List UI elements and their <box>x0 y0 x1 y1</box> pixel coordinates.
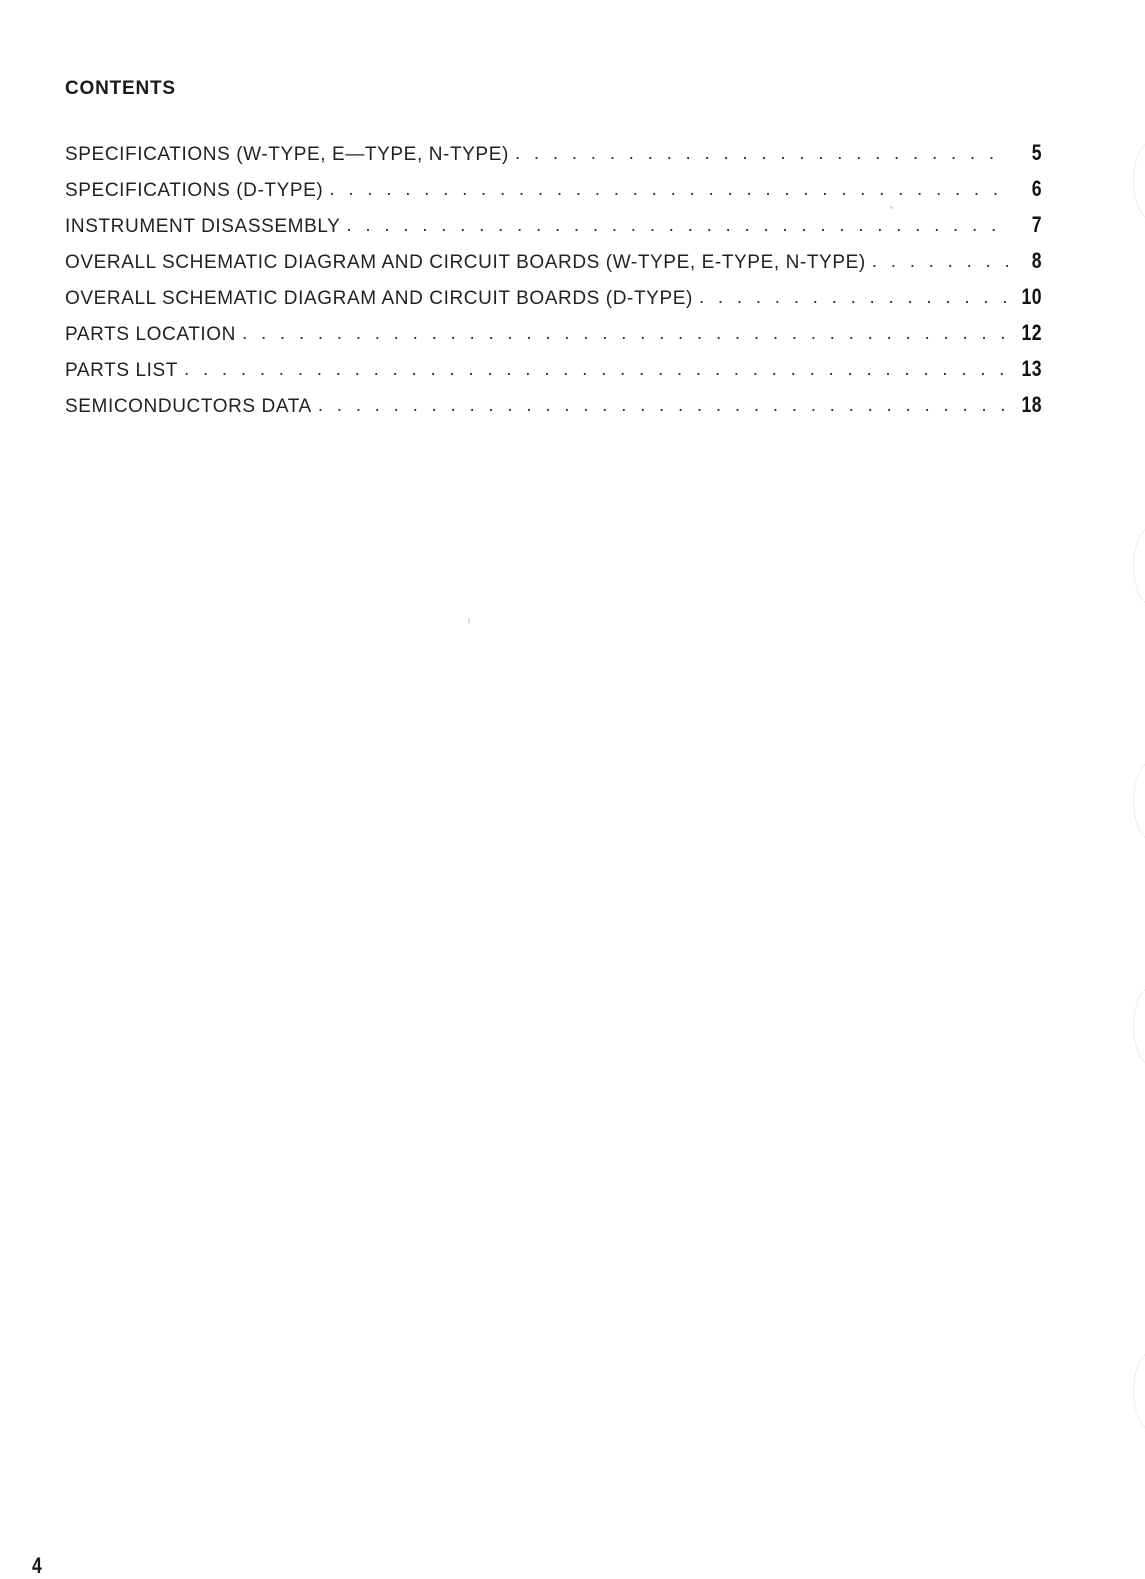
toc-entry-instrument-disassembly[interactable] <box>65 202 1042 238</box>
toc-leader-dots <box>866 251 1008 273</box>
contents-heading: CONTENTS <box>65 78 176 99</box>
toc-leader-dots <box>509 143 1008 165</box>
toc-entry-parts-list[interactable] <box>65 346 1042 382</box>
toc-leader-dots <box>323 179 1008 201</box>
toc-entry-specifications-d[interactable] <box>65 166 1042 202</box>
toc-entry-title: INSTRUMENT DISASSEMBLY <box>65 216 341 237</box>
toc-entry-title: OVERALL SCHEMATIC DIAGRAM AND CIRCUIT BOARDS (D-TYPE) <box>65 288 693 309</box>
toc-entry-title: PARTS LIST <box>65 360 178 381</box>
toc-leader-dots <box>693 287 1008 309</box>
table-of-contents <box>65 130 1042 418</box>
toc-entry-page: 8 <box>1031 248 1042 273</box>
toc-leader-dots <box>312 395 1008 417</box>
page-edge-shadow <box>1133 525 1145 607</box>
toc-entry-semiconductors-data[interactable] <box>65 382 1042 418</box>
page-edge-shadow <box>1133 985 1145 1067</box>
toc-entry-schematic-d[interactable] <box>65 274 1042 310</box>
toc-entry-title: PARTS LOCATION <box>65 324 236 345</box>
toc-entry-page: 18 <box>1021 392 1042 417</box>
toc-entry-parts-location[interactable] <box>65 310 1042 346</box>
toc-entry-title: OVERALL SCHEMATIC DIAGRAM AND CIRCUIT BOARDS (W-TYPE, E-TYPE, N-TYPE) <box>65 252 866 273</box>
toc-leader-dots <box>340 215 1008 237</box>
page-edge-shadow <box>1133 760 1145 842</box>
toc-entry-page: 6 <box>1031 176 1042 201</box>
scan-speck <box>468 618 470 624</box>
toc-entry-page: 5 <box>1031 140 1042 165</box>
toc-entry-title: SPECIFICATIONS (W-TYPE, E—TYPE, N-TYPE) <box>65 144 509 165</box>
page-edge-shadow <box>1133 1350 1145 1432</box>
toc-leader-dots <box>236 323 1008 345</box>
toc-entry-page: 12 <box>1021 320 1042 345</box>
scan-speck <box>890 206 893 209</box>
toc-entry-title: SPECIFICATIONS (D-TYPE) <box>65 180 324 201</box>
page-edge-shadow <box>1133 140 1145 222</box>
toc-entry-page: 10 <box>1021 284 1042 309</box>
toc-entry-specifications-w-e-n[interactable] <box>65 130 1042 166</box>
toc-entry-title: SEMICONDUCTORS DATA <box>65 396 312 417</box>
toc-entry-schematic-w-e-n[interactable] <box>65 238 1042 274</box>
page-number: 4 <box>32 1553 42 1578</box>
toc-leader-dots <box>178 359 1008 381</box>
toc-entry-page: 13 <box>1021 356 1042 381</box>
toc-entry-page: 7 <box>1031 212 1042 237</box>
